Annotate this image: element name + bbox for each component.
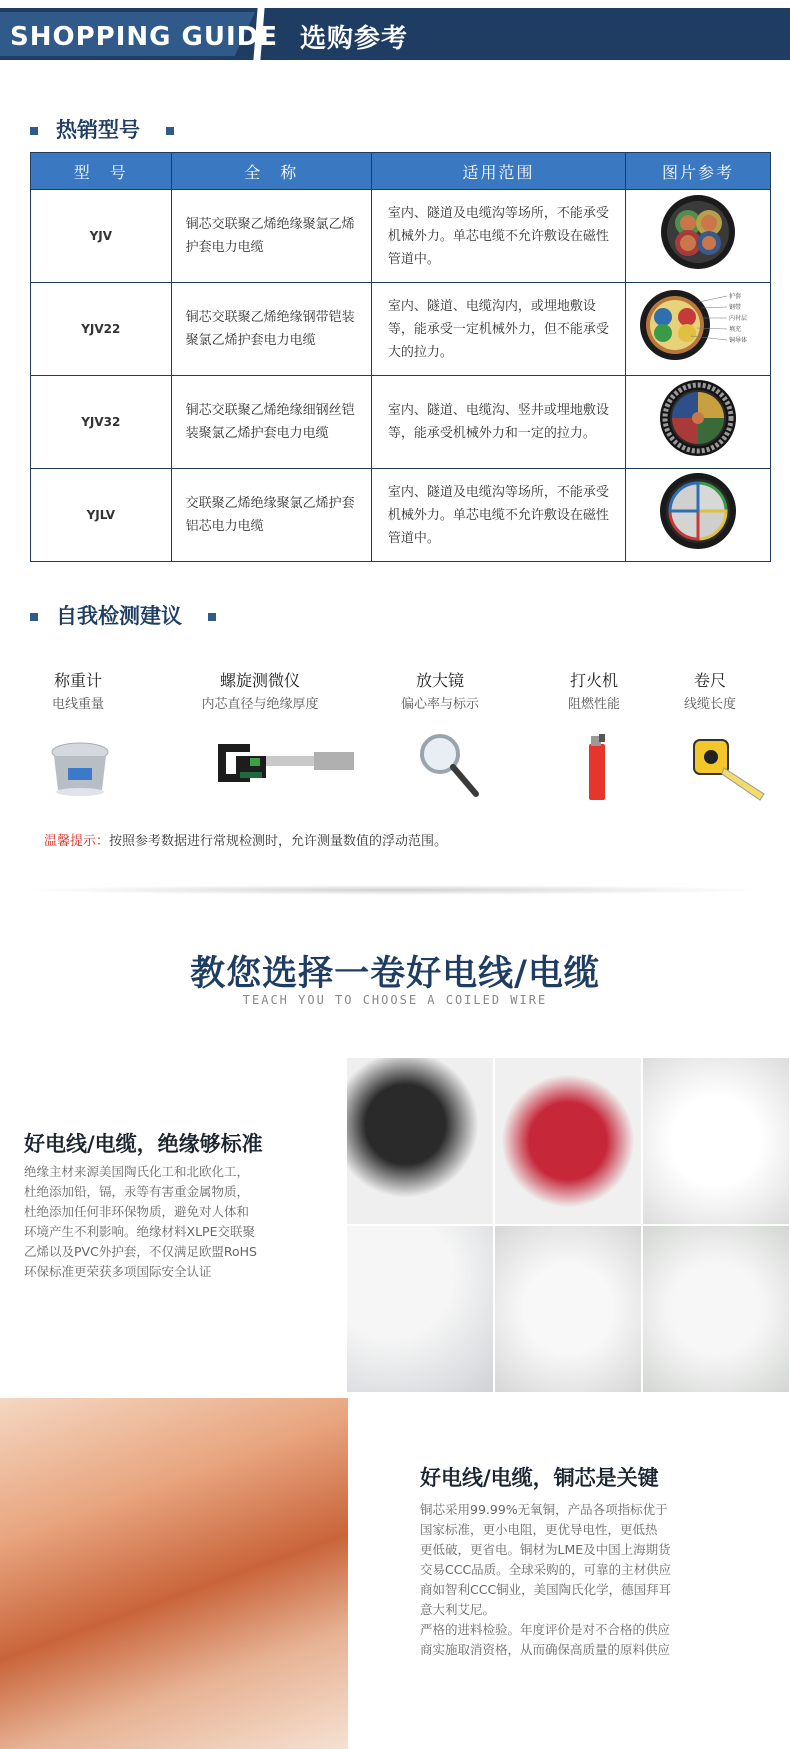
range-cell: 室内、隧道、电缆沟内，或埋地敷设等，能承受一定机械外力，但不能承受大的拉力。 bbox=[371, 283, 625, 376]
tool-desc: 线缆长度 bbox=[683, 697, 736, 712]
range-cell: 室内、隧道及电缆沟等场所，不能承受机械外力。单芯电缆不允许敷设在磁性管道中。 bbox=[371, 469, 625, 562]
column-header-range: 适用范围 bbox=[371, 153, 625, 190]
paragraph-line: 更低破，更省电。铜材为LME及中国上海期货 bbox=[420, 1542, 671, 1557]
black-pellets-image bbox=[347, 1058, 493, 1224]
blue-dot-pellets-image bbox=[347, 1226, 493, 1392]
cable-yjv32-image bbox=[658, 378, 738, 458]
red-pellets-image bbox=[495, 1058, 641, 1224]
choose-title: 教您选择一卷好电线/电缆 bbox=[190, 954, 600, 994]
tool-desc: 偏心率与标示 bbox=[400, 697, 479, 712]
copper-heading: 好电线/电缆，铜芯是关键 bbox=[420, 1466, 659, 1490]
magnifier-icon bbox=[416, 730, 482, 800]
bullet-square bbox=[30, 613, 38, 621]
model-cell: YJV22 bbox=[31, 283, 172, 376]
cable-label: 钢带 bbox=[729, 304, 742, 311]
paragraph-line: 意大利艾尼。 bbox=[420, 1602, 496, 1617]
hot-models-heading bbox=[30, 114, 174, 144]
tool-name: 称重计 bbox=[53, 671, 102, 690]
tool-micrometer bbox=[185, 668, 335, 712]
header-banner bbox=[0, 0, 790, 64]
paragraph-line: 商实施取消资格，从而确保高质量的原料供应 bbox=[420, 1642, 671, 1657]
tip-text: 按照参考数据进行常规检测时，允许测量数值的浮动范围。 bbox=[109, 834, 448, 849]
tool-tape bbox=[672, 668, 748, 712]
micrometer-icon bbox=[210, 738, 360, 788]
cable-label: 内衬层 bbox=[729, 315, 748, 322]
range-cell: 室内、隧道及电缆沟等场所，不能承受机械外力。单芯电缆不允许敷设在磁性管道中。 bbox=[371, 190, 625, 283]
insulation-paragraph bbox=[24, 1162, 257, 1282]
range-cell: 室内、隧道、电缆沟、竖井或埋地敷设等，能承受机械外力和一定的拉力。 bbox=[371, 376, 625, 469]
model-cell: YJLV bbox=[31, 469, 172, 562]
tool-name: 螺旋测微仪 bbox=[219, 671, 300, 690]
tool-scale bbox=[36, 668, 120, 712]
picture-cell bbox=[626, 376, 771, 469]
cable-yjlv-image bbox=[658, 471, 738, 551]
bullet-square bbox=[166, 127, 174, 135]
hot-models-table bbox=[30, 152, 771, 562]
paragraph-line: 国家标准，更小电阻，更优导电性，更低热 bbox=[420, 1522, 658, 1537]
tool-name: 放大镜 bbox=[415, 671, 464, 690]
name-cell: 铜芯交联聚乙烯绝缘细钢丝铠装聚氯乙烯护套电力电缆 bbox=[171, 376, 371, 469]
pellet-photo-grid bbox=[347, 1058, 790, 1398]
cable-label: 填充 bbox=[729, 326, 742, 333]
tool-desc: 内芯直径与绝缘厚度 bbox=[201, 697, 319, 712]
white-pellets-image bbox=[643, 1058, 789, 1224]
paragraph-line: 杜绝添加任何非环保物质，避免对人体和 bbox=[24, 1204, 250, 1219]
hot-models-title: 热销型号 bbox=[56, 118, 140, 142]
insulation-heading: 好电线/电缆，绝缘够标准 bbox=[24, 1132, 263, 1156]
tip-line bbox=[44, 830, 447, 849]
tool-name: 打火机 bbox=[569, 671, 618, 690]
self-check-title: 自我检测建议 bbox=[56, 604, 182, 628]
name-cell: 铜芯交联聚乙烯绝缘钢带铠装聚氯乙烯护套电力电缆 bbox=[171, 283, 371, 376]
name-cell: 交联聚乙烯绝缘聚氯乙烯护套铝芯电力电缆 bbox=[171, 469, 371, 562]
paragraph-line: 铜芯采用99.99%无氧铜，产品各项指标优于 bbox=[420, 1502, 668, 1517]
tip-label: 温馨提示： bbox=[44, 834, 110, 849]
name-cell: 铜芯交联聚乙烯绝缘聚氯乙烯护套电力电缆 bbox=[171, 190, 371, 283]
column-header-picture: 图片参考 bbox=[626, 153, 771, 190]
tool-desc: 阻燃性能 bbox=[567, 697, 620, 712]
cable-label: 铜导体 bbox=[729, 337, 748, 344]
table-row bbox=[31, 469, 771, 562]
tape-measure-icon bbox=[688, 732, 768, 802]
banner-chinese-title: 选购参考 bbox=[300, 24, 409, 54]
bullet-square bbox=[30, 127, 38, 135]
bullet-square bbox=[208, 613, 216, 621]
paragraph-line: 环保标准更荣获多项国际安全认证 bbox=[24, 1264, 212, 1279]
picture-cell bbox=[626, 190, 771, 283]
paragraph-line: 交易CCC品质。全球采购的，可靠的主材供应 bbox=[420, 1562, 672, 1577]
red-dot-pellets-image bbox=[495, 1226, 641, 1392]
model-cell: YJV32 bbox=[31, 376, 172, 469]
table-header-row bbox=[31, 153, 771, 190]
paragraph-line: 环境产生不利影响。绝缘材料XLPE交联聚 bbox=[24, 1224, 255, 1239]
table-row bbox=[31, 190, 771, 283]
paragraph-line: 商如智利CCC铜业，美国陶氏化学，德国拜耳 bbox=[420, 1582, 672, 1597]
green-dot-pellets-image bbox=[643, 1226, 789, 1392]
paragraph-line: 乙烯以及PVC外护套，不仅满足欧盟RoHS bbox=[24, 1244, 257, 1259]
copper-paragraph bbox=[420, 1500, 671, 1660]
paragraph-line: 绝缘主材来源美国陶氏化工和北欧化工， bbox=[24, 1164, 250, 1179]
table-row bbox=[31, 376, 771, 469]
choose-subtitle: TEACH YOU TO CHOOSE A COILED WIRE bbox=[242, 993, 548, 1007]
tool-lighter bbox=[556, 668, 632, 712]
copper-wire-image bbox=[0, 1398, 348, 1749]
cable-label: 护套 bbox=[729, 293, 742, 300]
banner-english-title: SHOPPING GUIDE bbox=[10, 22, 278, 52]
lighter-icon bbox=[585, 732, 609, 802]
tool-name: 卷尺 bbox=[693, 671, 726, 690]
column-header-name: 全 称 bbox=[171, 153, 371, 190]
section-divider bbox=[20, 885, 770, 895]
paragraph-line: 杜绝添加铅，镉，汞等有害重金属物质， bbox=[24, 1184, 250, 1199]
picture-cell bbox=[626, 469, 771, 562]
tool-desc: 电线重量 bbox=[51, 697, 104, 712]
cable-yjv22-image bbox=[639, 286, 757, 364]
tool-magnifier bbox=[390, 668, 490, 712]
column-header-model: 型 号 bbox=[31, 153, 172, 190]
picture-cell bbox=[626, 283, 771, 376]
self-check-heading bbox=[30, 600, 216, 630]
table-row bbox=[31, 283, 771, 376]
model-cell: YJV bbox=[31, 190, 172, 283]
scale-icon bbox=[48, 738, 112, 798]
cable-yjv-image bbox=[659, 193, 737, 271]
paragraph-line: 严格的进料检验。年度评价是对不合格的供应 bbox=[420, 1622, 671, 1637]
